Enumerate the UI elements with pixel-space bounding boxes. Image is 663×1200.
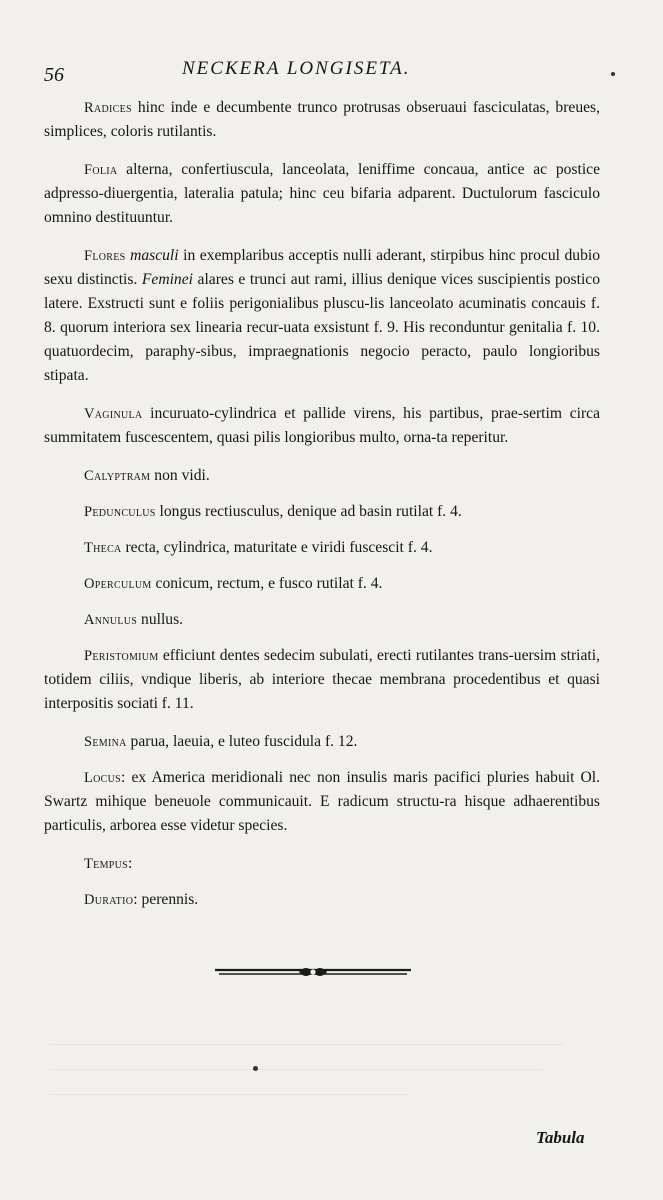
- paragraph-operculum: [44, 572, 600, 596]
- section-label: Calyptram: [84, 468, 151, 484]
- section-label: Folia: [84, 162, 118, 178]
- paragraph-flores: [44, 244, 600, 388]
- section-label: Operculum: [84, 576, 152, 592]
- paragraph-text: alares e trunci aut rami, illius denique vices suscipientis postico latere. Exstructi sunt e foliis perigonialibus pluscu-lis lanceolato acuminatis concauis f. 8. quorum interiora sex linearia recur-uata exsistunt f. 9. His reconduntur genitalia f. 10. quatuordecim, paraphy-sibus, impraegnationis negocio peracto, paulo longioribus stipata.: [44, 271, 600, 384]
- paragraph-annulus: [44, 608, 600, 632]
- paragraph-radices: [44, 96, 600, 144]
- section-label: Vaginula: [84, 406, 143, 422]
- paragraph-text: recta, cylindrica, maturitate e viridi fuscescit f. 4.: [121, 539, 433, 556]
- show-through-text: [50, 1020, 610, 1095]
- paragraph-text: : ex America meridionali nec non insulis maris pacifici pluries habuit Ol. Swartz mihique beneuole communicauit. E radicum structu-ra hisque adhaerentibus particulis, arborea esse videtur species.: [44, 769, 600, 834]
- running-title: NECKERA LONGISETA.: [182, 58, 411, 79]
- paragraph-text: in exemplaribus acceptis nulli aderant, stirpibus hinc procul dubio sexu distinctis.: [44, 247, 600, 288]
- paragraph-theca: [44, 536, 600, 560]
- section-label: Tempus: [84, 856, 129, 872]
- paragraph-text: efficiunt dentes sedecim subulati, erecti rutilantes trans-uersim striati, totidem ciliis, vndique liberis, ab interiore thecae membrana procedentibus et quasi interpositis sociati f. 11.: [44, 647, 600, 712]
- catchword: Tabula: [536, 1128, 585, 1147]
- paragraph-text: parua, laeuia, e luteo fuscidula f. 12.: [126, 733, 358, 750]
- section-label: Pedunculus: [84, 504, 156, 520]
- ornament-rule-icon: [213, 960, 413, 984]
- paragraph-text: :: [128, 855, 133, 872]
- section-label: Flores: [84, 248, 126, 264]
- paragraph-locus: [44, 766, 600, 838]
- page-number: 56: [44, 64, 64, 86]
- paragraph-peristomium: [44, 644, 600, 716]
- page-header: [44, 52, 623, 86]
- section-label: Peristomium: [84, 648, 159, 664]
- paragraph-text: nullus.: [137, 611, 184, 628]
- body-text: [44, 96, 600, 924]
- italic-term: masculi: [130, 247, 179, 264]
- paragraph-duratio: [44, 888, 600, 912]
- paragraph-pedunculus: [44, 500, 600, 524]
- ink-speck: [611, 72, 615, 76]
- paragraph-folia: [44, 158, 600, 230]
- section-label: Locus: [84, 770, 122, 786]
- section-label: Theca: [84, 540, 122, 556]
- italic-term: Feminei: [141, 271, 193, 288]
- section-label: Radices: [84, 100, 132, 116]
- paragraph-text: conicum, rectum, e fusco rutilat f. 4.: [151, 575, 383, 592]
- paragraph-text: hinc inde e decumbente trunco protrusas obseruaui fasciculatas, breues, simplices, coloris rutilantis.: [44, 99, 600, 140]
- paragraph-vaginula: [44, 402, 600, 450]
- paragraph-text: longus rectiusculus, denique ad basin rutilat f. 4.: [155, 503, 462, 520]
- paragraph-text: : perennis.: [133, 891, 199, 908]
- paragraph-text: incuruato-cylindrica et pallide virens, his partibus, prae-sertim circa summitatem fuscescentem, quasi pilis longioribus multo, orna-ta reperitur.: [44, 405, 600, 446]
- section-label: Semina: [84, 734, 127, 750]
- paragraph-calyptra: [44, 464, 600, 488]
- paragraph-text: alterna, confertiuscula, lanceolata, leniffime concaua, antice ac postice adpresso-diuergentia, lateralia patula; hinc ceu bifaria adparent. Ductulorum fasciculo omnino destituuntur.: [44, 161, 600, 226]
- section-label: Annulus: [84, 612, 138, 628]
- paragraph-text: non vidi.: [150, 467, 210, 484]
- section-label: Duratio: [84, 892, 134, 908]
- ink-speck: [253, 1066, 258, 1071]
- paragraph-semina: [44, 730, 600, 754]
- paragraph-tempus: [44, 852, 600, 876]
